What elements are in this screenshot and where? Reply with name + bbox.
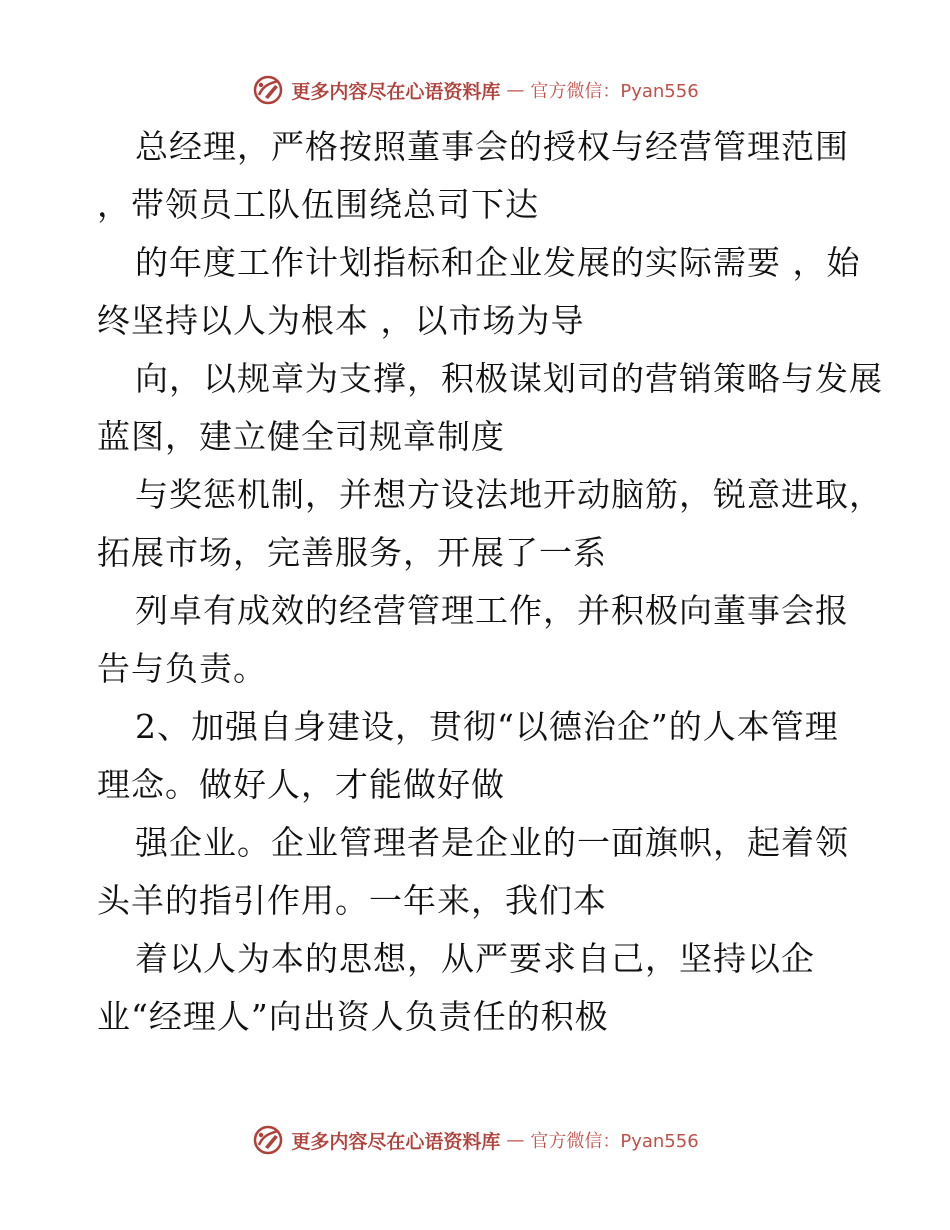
banner-title: 更多内容尽在心语资料库 xyxy=(291,80,501,103)
document-body xyxy=(97,118,883,1046)
text-line: 拓展市场，完善服务，开展了一系 xyxy=(97,533,607,572)
banner-title: 更多内容尽在心语资料库 xyxy=(291,1130,501,1153)
pen-swirl-logo-icon xyxy=(251,1123,285,1157)
text-line: 强企业。企业管理者是企业的一面旗帜，起着领 xyxy=(135,823,849,862)
text-line: ，带领员工队伍围绕总司下达 xyxy=(97,185,539,224)
text-line: 总经理，严格按照董事会的授权与经营管理范围 xyxy=(135,127,849,166)
text-line: 蓝图，建立健全司规章制度 xyxy=(97,417,505,456)
text-line: 2、加强自身建设，贯彻“以德治企”的人本管理 xyxy=(135,707,839,746)
text-line: 告与负责。 xyxy=(97,649,267,688)
header-banner xyxy=(0,68,950,112)
footer-banner xyxy=(0,1118,950,1162)
footer-banner-content xyxy=(251,1123,698,1157)
text-line: 的年度工作计划指标和企业发展的实际需要 ，始 xyxy=(135,243,861,282)
text-line: 列卓有成效的经营管理工作，并积极向董事会报 xyxy=(135,591,849,630)
banner-dash: — xyxy=(506,1129,525,1151)
pen-swirl-logo-icon xyxy=(251,73,285,107)
text-line: 业“经理人”向出资人负责任的积极 xyxy=(97,997,609,1036)
text-line: 向，以规章为支撑，积极谋划司的营销策略与发展 xyxy=(135,359,883,398)
text-line: 头羊的指引作用。一年来，我们本 xyxy=(97,881,607,920)
text-line: 理念。做好人，才能做好做 xyxy=(97,765,505,804)
text-line: 与奖惩机制，并想方设法地开动脑筋，锐意进取， xyxy=(135,475,883,514)
text-line: 终坚持以人为根本 ，以市场为导 xyxy=(97,301,585,340)
header-banner-content xyxy=(251,73,698,107)
banner-dash: — xyxy=(506,79,525,101)
banner-wechat: 官方微信：Pyan556 xyxy=(530,1131,699,1152)
banner-wechat: 官方微信：Pyan556 xyxy=(530,81,699,102)
text-line: 着以人为本的思想，从严要求自己，坚持以企 xyxy=(135,939,815,978)
